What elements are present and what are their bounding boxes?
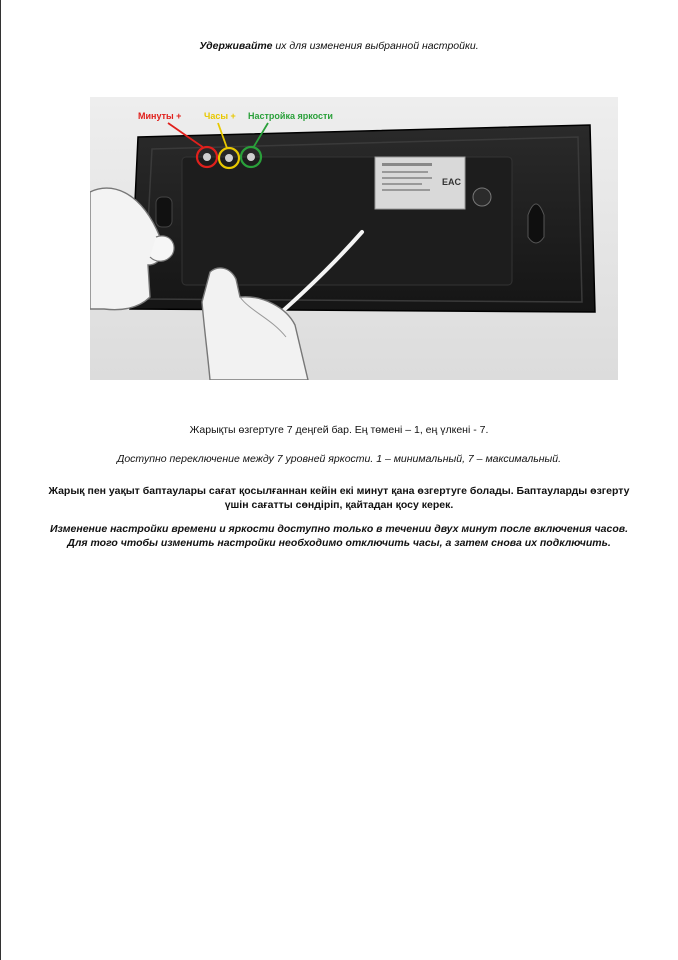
kz-settings-text	[0, 484, 678, 512]
page-left-border	[0, 0, 1, 960]
kz-settings-line-1: Жарық пен уақыт баптаулары сағат қосылғаннан кейін екі минут қана өзгертуге болады. Баптауларды өзгерту	[48, 485, 630, 497]
minutes-label: Минуты +	[138, 111, 182, 121]
minutes-plus-button	[203, 153, 211, 161]
clock-illustration	[90, 97, 618, 380]
sticker-line	[382, 171, 428, 173]
sticker-line	[382, 163, 432, 166]
brightness-label: Настройка яркости	[248, 111, 333, 121]
ru-settings-line-1: Изменение настройки времени и яркости доступно только в течении двух минут после включения часов.	[50, 523, 628, 535]
eac-mark: EAC	[442, 177, 462, 187]
sticker-line	[382, 189, 430, 191]
hours-label: Часы +	[204, 111, 236, 121]
intro-bold-word: Удерживайте	[199, 40, 273, 52]
intro-instruction	[0, 39, 678, 53]
ru-brightness-text: Доступно переключение между 7 уровней яркости. 1 – минимальный, 7 – максимальный.	[116, 453, 562, 465]
screw-cap	[473, 188, 491, 206]
ru-settings-line-2: Для того чтобы изменить настройки необходимо отключить часы, а затем снова их подключить.	[67, 537, 611, 549]
right-mount-hole	[528, 204, 544, 243]
kz-brightness-text: Жарықты өзгертуге 7 деңгей бар. Ең төмені – 1, ең үлкені - 7.	[189, 424, 489, 436]
brightness-button	[247, 153, 255, 161]
sticker-line	[382, 177, 432, 179]
kz-settings-line-2: үшін сағатты сөндіріп, қайтадан қосу керек.	[224, 499, 454, 511]
clock-back-photo	[90, 97, 618, 380]
left-mount-slot	[156, 197, 172, 227]
ru-settings-text	[0, 522, 678, 550]
sticker-line	[382, 183, 422, 185]
intro-rest: их для изменения выбранной настройки.	[272, 40, 479, 52]
hours-plus-button	[225, 154, 233, 162]
